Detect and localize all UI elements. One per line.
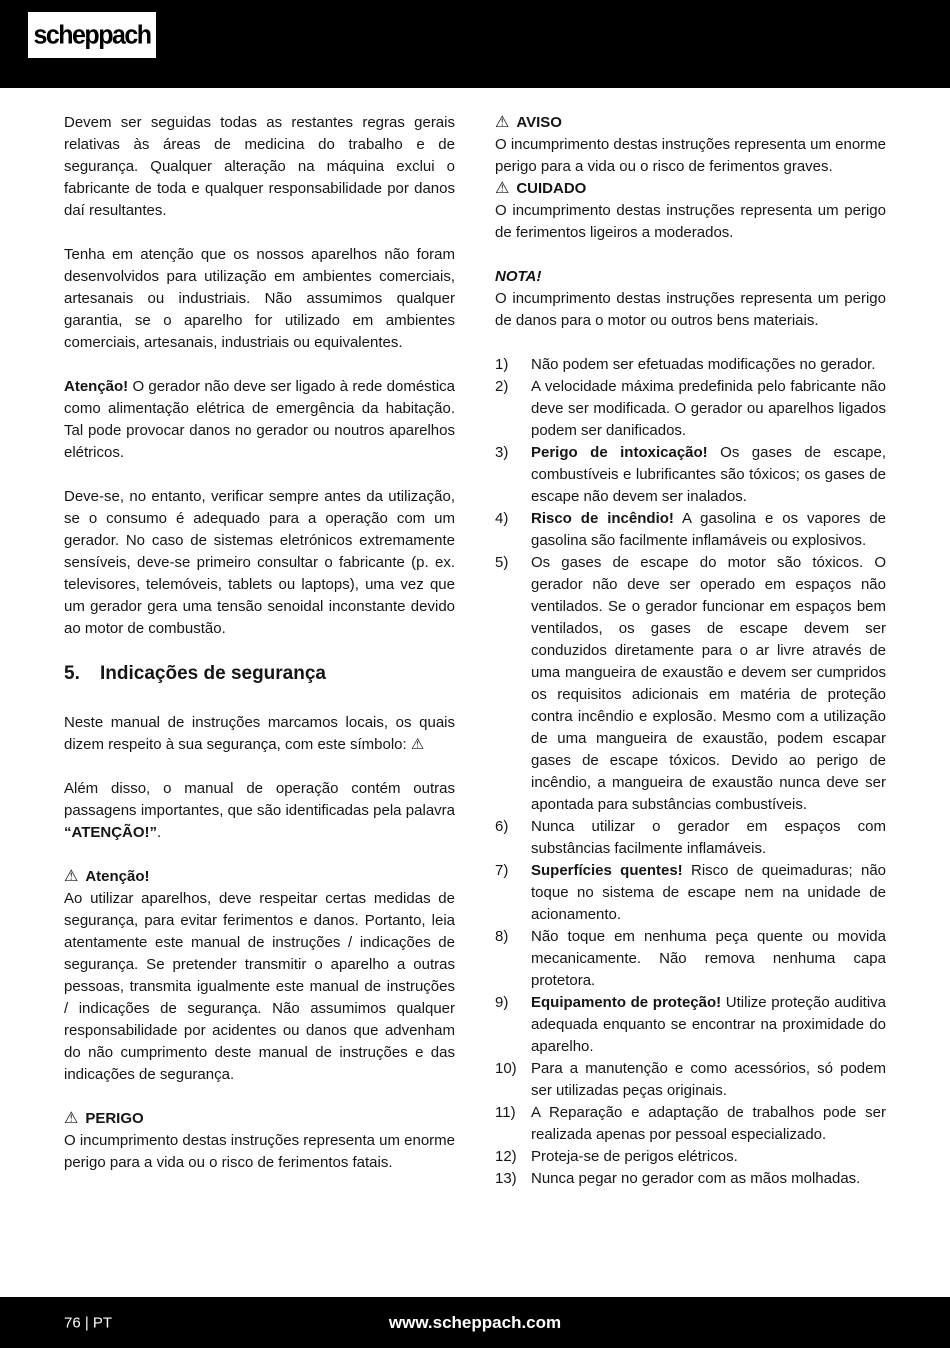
list-item-text: [531, 1146, 886, 1168]
list-item: [495, 1102, 886, 1146]
paragraph: [64, 778, 455, 844]
header-bar: [0, 0, 950, 88]
bold-run-in: Perigo de intoxicação!: [531, 444, 708, 461]
list-item: [495, 442, 886, 508]
page-content: [64, 112, 886, 1190]
list-item-number: 4): [495, 510, 509, 527]
list-item-text: [531, 816, 886, 860]
warning-icon: ⚠: [495, 180, 510, 197]
aviso-label: AVISO: [516, 114, 562, 131]
list-item-number: 12): [495, 1148, 517, 1165]
list-item-number: 9): [495, 994, 509, 1011]
paragraph: O incumprimento destas instruções representa um perigo de ferimentos ligeiros a moderados.: [495, 202, 886, 241]
logo-text: scheppach: [33, 19, 151, 50]
scheppach-logo: [28, 12, 156, 58]
paragraph: Deve-se, no entanto, verificar sempre antes da utilização, se o consumo é adequado para a operação com um gerador. No caso de sistemas eletrónicos extremamente sensíveis, deve-se primeiro consultar o fabricante (p. ex. televisores, telemóveis, tablets ou laptops), uma vez que um gerador gera uma tensão senoidal inconstante devido ao motor de combustão.: [64, 488, 455, 637]
aviso-heading: [495, 112, 886, 134]
paragraph-text: Não podem ser efetuadas modificações no gerador.: [531, 356, 876, 373]
list-item-text: [531, 926, 886, 992]
website-url: www.scheppach.com: [388, 1312, 562, 1332]
list-item-text: [531, 1058, 886, 1102]
safety-list: [495, 354, 886, 1190]
paragraph-text: Não toque em nenhuma peça quente ou movida mecanicamente. Não remova nenhuma capa protetora.: [531, 928, 886, 989]
section-number: 5.: [64, 663, 80, 684]
left-column: [64, 112, 455, 1190]
paragraph: O incumprimento destas instruções representa um enorme perigo para a vida ou o risco de ferimentos fatais.: [64, 1132, 456, 1171]
list-item-number: 7): [495, 862, 509, 879]
paragraph-text: Os gases de escape, combustíveis e lubrificantes são tóxicos; os gases de escape não devem ser inalados.: [531, 444, 886, 505]
list-item-text: [531, 992, 886, 1058]
paragraph-text: Os gases de escape do motor são tóxicos. O gerador não deve ser operado em espaços não ventilados. Se o gerador funcionar em espaços bem ventilados, os gases de escape devem ser conduzidos diretamente para o ar livre através de uma mangueira de exaustão e devem ser cumpridos os requisitos adicionais em matéria de proteção contra incêndio e explosão. Mesmo com a utilização de uma mangueira de exaustão, podem escapar gases de escape tóxicos. Devido ao perigo de incêndio, a mangueira de exaustão nunca deve ser apontada para substâncias combustíveis.: [531, 554, 886, 813]
nota-heading: NOTA!: [495, 268, 542, 285]
list-item: [495, 508, 886, 552]
list-item: [495, 376, 886, 442]
list-item: [495, 354, 886, 376]
paragraph-text: .: [157, 824, 162, 841]
paragraph-text: A gasolina e os vapores de gasolina são facilmente inflamáveis ou explosivos.: [531, 510, 886, 549]
right-column: [495, 112, 886, 1190]
list-item-number: 6): [495, 818, 509, 835]
warning-icon: ⚠: [64, 868, 79, 885]
bold-run-in: Superfícies quentes!: [531, 862, 683, 879]
list-item-text: [531, 442, 886, 508]
warning-icon: ⚠: [64, 1110, 79, 1127]
atencao-label: Atenção!: [85, 868, 150, 885]
list-item-number: 5): [495, 554, 509, 571]
cuidado-heading: [495, 178, 886, 200]
paragraph: Neste manual de instruções marcamos locais, os quais dizem respeito à sua segurança, com este símbolo: ⚠: [64, 714, 455, 753]
paragraph-text: A velocidade máxima predefinida pelo fabricante não deve ser modificada. O gerador ou aparelhos ligados podem ser danificados.: [531, 378, 886, 439]
paragraph: Devem ser seguidas todas as restantes regras gerais relativas às áreas de medicina do trabalho e de segurança. Qualquer alteração na máquina exclui o fabricante de toda e qualquer responsabilidade por danos daí resultantes.: [64, 114, 455, 219]
bold-run-in: Atenção!: [64, 378, 129, 395]
list-item-number: 10): [495, 1060, 517, 1077]
list-item-number: 8): [495, 928, 509, 945]
list-item-text: [531, 354, 886, 376]
paragraph-text: Para a manutenção e como acessórios, só podem ser utilizadas peças originais.: [531, 1060, 886, 1099]
section-heading: [64, 662, 455, 686]
list-item-text: [531, 552, 886, 816]
list-item-number: 2): [495, 378, 509, 395]
paragraph-text: O gerador não deve ser ligado à rede doméstica como alimentação elétrica de emergência da habitação. Tal pode provocar danos no gerador ou noutros aparelhos elétricos.: [64, 378, 455, 461]
warning-icon: ⚠: [495, 114, 510, 131]
paragraph-text: A Reparação e adaptação de trabalhos pode ser realizada apenas por pessoal especializado.: [531, 1104, 886, 1143]
perigo-label: PERIGO: [85, 1110, 144, 1127]
list-item: [495, 552, 886, 816]
paragraph: Ao utilizar aparelhos, deve respeitar certas medidas de segurança, para evitar ferimentos e danos. Portanto, leia atentamente este manual de instruções / indicações de segurança. Se pretender transmitir o aparelho a outras pessoas, transmita igualmente este manual de instruções / indicações de segurança. Não assumimos qualquer responsabilidade por acidentes ou danos que advenham do não cumprimento deste manual de instruções e das indicações de segurança.: [64, 890, 455, 1083]
paragraph-text: Nunca utilizar o gerador em espaços com substâncias facilmente inflamáveis.: [531, 818, 886, 857]
list-item: [495, 926, 886, 992]
list-item-text: [531, 508, 886, 552]
paragraph-text: Proteja-se de perigos elétricos.: [531, 1148, 738, 1165]
list-item: [495, 860, 886, 926]
paragraph: O incumprimento destas instruções representa um enorme perigo para a vida ou o risco de ferimentos graves.: [495, 136, 887, 175]
perigo-heading: [64, 1108, 455, 1130]
paragraph-text: Utilize proteção auditiva adequada enquanto se encontrar na proximidade do aparelho.: [531, 994, 887, 1055]
list-item: [495, 1146, 886, 1168]
bold-run-in: Risco de incêndio!: [531, 510, 674, 527]
atencao-heading: [64, 866, 455, 888]
paragraph: Tenha em atenção que os nossos aparelhos não foram desenvolvidos para utilização em ambientes comerciais, artesanais ou industriais. Não assumimos qualquer garantia, se o aparelho for utilizado em ambientes comerciais, artesanais, industriais ou equivalentes.: [64, 246, 455, 351]
list-item: [495, 1168, 886, 1190]
paragraph-text: Risco de queimaduras; não toque no sistema de escape nem na unidade de acionamento.: [531, 862, 886, 923]
list-item-number: 3): [495, 444, 509, 461]
paragraph-text: Além disso, o manual de operação contém outras passagens importantes, que são identificadas pela palavra: [64, 780, 455, 819]
list-item: [495, 992, 886, 1058]
list-item-text: [531, 1168, 886, 1190]
paragraph: [64, 376, 455, 464]
list-item: [495, 816, 886, 860]
cuidado-label: CUIDADO: [516, 180, 587, 197]
section-title: Indicações de segurança: [100, 663, 326, 684]
bold-inline: “ATENÇÃO!”: [64, 824, 158, 841]
bold-run-in: Equipamento de proteção!: [531, 994, 722, 1011]
list-item-number: 11): [495, 1104, 516, 1121]
list-item-text: [531, 1102, 886, 1146]
list-item-number: 1): [495, 356, 509, 373]
list-item-text: [531, 376, 886, 442]
page-number: 76 | PT: [64, 1314, 113, 1331]
list-item-text: [531, 860, 886, 926]
list-item: [495, 1058, 886, 1102]
paragraph: O incumprimento destas instruções representa um perigo de danos para o motor ou outros bens materiais.: [495, 290, 886, 329]
list-item-number: 13): [495, 1170, 517, 1187]
paragraph-text: Nunca pegar no gerador com as mãos molhadas.: [531, 1170, 861, 1187]
footer-bar: [0, 1297, 950, 1348]
